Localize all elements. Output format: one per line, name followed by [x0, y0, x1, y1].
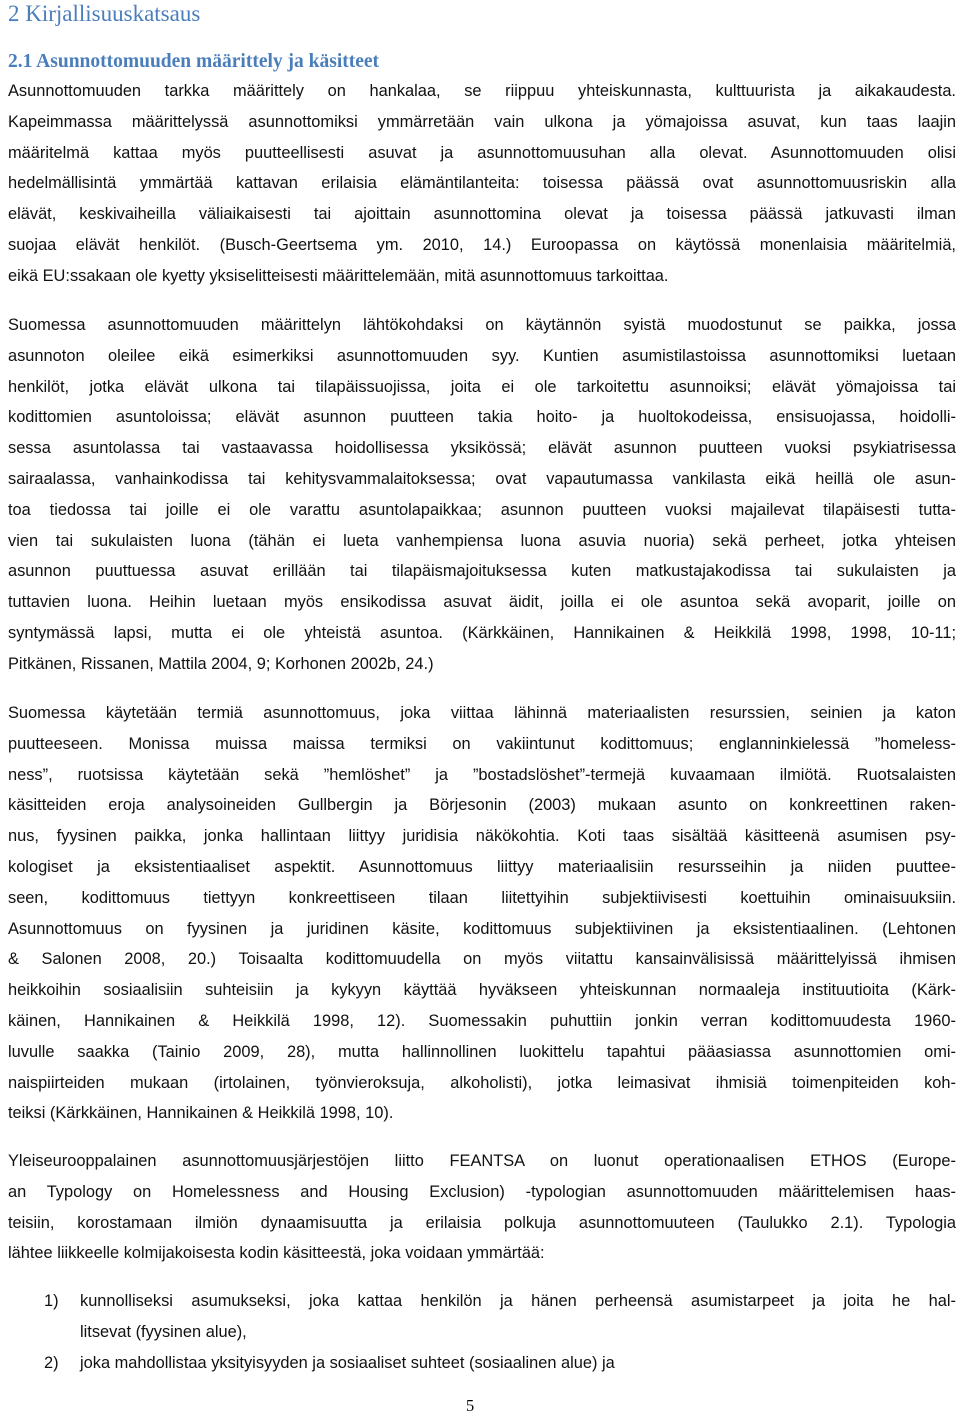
- chapter-heading: 2 Kirjallisuuskatsaus: [8, 1, 201, 26]
- text-line: teiksi (Kärkkäinen, Hannikainen & Heikkilä 1998, 10).: [8, 1104, 394, 1123]
- text-line: & Salonen 2008, 20.) Toisaalta kodittomuudella on myös viitattu kansainvälisissä määrittelyissä ihmisen: [8, 950, 956, 969]
- text-line: käsitteiden eroja analysoineiden Gullbergin ja Börjesonin (2003) mukaan asunto on konkreettinen raken-: [8, 796, 956, 815]
- text-line: an Typology on Homelessness and Housing Exclusion) -typologian asunnottomuuden määrittelemisen haas-: [8, 1182, 956, 1201]
- text-line: kologiset ja eksistentiaaliset aspektit. Asunnottomuus liittyy materiaalisiin resursseihin ja niiden puuttee-: [8, 857, 956, 876]
- list-item: [8, 1348, 956, 1379]
- text-line: Suomessa asunnottomuuden määrittelyn lähtökohdaksi on käytännön syistä muodostunut se paikka, jossa: [8, 316, 956, 334]
- text-line: hedelmällisintä ymmärtää kattavan erilaisia elämäntilanteita: toisessa päässä ovat asunnottomuusriskin alla: [8, 174, 956, 193]
- text-line: teisiin, korostamaan ilmiön dynaamisuutta ja erilaisia polkuja asunnottomuuteen (Taulukko 2.1). Typologia: [8, 1213, 956, 1232]
- list-item: [8, 1286, 956, 1348]
- text-line: Asunnottomuuden tarkka määrittely on hankalaa, se riippuu yhteiskunnasta, kulttuurista ja aikakaudesta.: [8, 82, 956, 100]
- text-line: kodittomien asuntoloissa; elävät asunnon puutteen takia hoito- ja huoltokodeissa, ensisuojassa, hoidolli-: [8, 408, 956, 427]
- section-heading: 2.1 Asunnottomuuden määrittely ja käsitteet: [8, 51, 380, 72]
- list-item-text: [80, 1348, 956, 1379]
- text-line: määritelmä kattaa myös puutteellisesti asuvat ja asunnottomuusuhan alla olevat. Asunnottomuuden olisi: [8, 143, 956, 162]
- paragraph-definition-overview: [8, 76, 956, 292]
- text-line: toa tiedossa tai joille ei ole varattu asuntolapaikkaa; asunnon puutteen vuoksi majailevat tilapäisesti tutta-: [8, 500, 956, 519]
- text-line: sairaalassa, vanhainkodissa tai kehitysvammalaitoksessa; ovat vapautumassa vankilasta eikä heillä ole asun-: [8, 469, 956, 488]
- text-line: seen, kodittomuus tiettyyn konkreettiseen tilaan liitettyihin subjektiivisesti koettuihin ominaisuuksiin.: [8, 888, 956, 907]
- text-line: Yleiseurooppalainen asunnottomuusjärjestöjen liitto FEANTSA on luonut operationaalisen ETHOS (Europe-: [8, 1152, 956, 1170]
- paragraph-finnish-definition: [8, 310, 956, 680]
- home-concept-list: [8, 1286, 956, 1378]
- text-line: lähtee liikkeelle kolmijakoisesta kodin käsitteestä, joka voidaan ymmärtää:: [8, 1244, 545, 1263]
- text-line: tuttavien luona. Heihin luetaan myös ensikodissa asuvat äidit, joilla ei ole asuntoa sekä avoparit, joille on: [8, 593, 956, 612]
- text-line: litsevat (fyysinen alue),: [80, 1322, 247, 1341]
- text-line: naispiirteiden mukaan (irtolainen, työnvieroksuja, alkoholisti), jotka leimasivat ihmisiä toimenpiteiden koh-: [8, 1073, 956, 1092]
- page-number: 5: [466, 1396, 475, 1415]
- text-line: Asunnottomuus on fyysinen ja juridinen käsite, kodittomuus subjektiivinen ja eksistentiaalinen. (Lehtonen: [8, 919, 956, 938]
- text-line: vien tai sukulaisten luona (tähän ei lueta vanhempiensa luona asuvia nuoria) sekä perheet, jotka yhteisen: [8, 531, 956, 550]
- text-line: suojaa elävät henkilöt. (Busch-Geertsema ym. 2010, 14.) Euroopassa on käytössä monenlaisia määritelmiä,: [8, 235, 956, 254]
- text-line: käinen, Hannikainen & Heikkilä 1998, 12). Suomessakin puhuttiin jonkin verran kodittomuudesta 1960-: [8, 1011, 956, 1030]
- text-line: luvulle saakka (Tainio 2009, 28), mutta hallinnollinen luokittelu tapahtui pääasiassa asunnottomien omi-: [8, 1042, 956, 1061]
- text-line: sessa asuntolassa tai vastaavassa hoidollisessa yksikössä; elävät asunnon puutteen vuoksi psykiatrisessa: [8, 439, 956, 458]
- text-line: henkilöt, jotka elävät ulkona tai tilapäissuojissa, joita ei ole tarkoitettu asunnoiksi; elävät yömajoissa tai: [8, 377, 956, 396]
- text-line: eikä EU:ssakaan ole kyetty yksiselitteisesti määrittelemään, mitä asunnottomuus tarkoittaa.: [8, 266, 669, 285]
- text-line: ness”, ruotsissa käytetään sekä ”hemlöshet” ja ”bostadslöshet”-termejä kuvaamaan ilmiötä. Ruotsalaisten: [8, 765, 956, 784]
- list-item-number: 1): [44, 1292, 59, 1310]
- text-line: elävät, keskivaiheilla väliaikaisesti tai ajoittain asunnottomina olevat ja toisessa päässä jatkuvasti ilman: [8, 205, 956, 224]
- paragraph-terminology: [8, 698, 956, 1129]
- paragraph-ethos-typology: [8, 1146, 956, 1269]
- text-line: puutteeseen. Monissa muissa maissa termiksi on vakiintunut kodittomuus; englanninkielessä ”homeless-: [8, 734, 956, 753]
- text-line: syntymässä lapsi, mutta ei ole yhteistä asuntoa. (Kärkkäinen, Hannikainen & Heikkilä 1998, 1998, 10-11;: [8, 623, 956, 642]
- text-line: heikkoihin sosiaalisiin suhteisiin ja kykyyn käyttää hyväkseen yhteiskunnan normaaleja instituutioita (Kärk-: [8, 981, 956, 1000]
- text-line: Pitkänen, Rissanen, Mattila 2004, 9; Korhonen 2002b, 24.): [8, 654, 434, 673]
- text-line: nus, fyysinen paikka, jonka hallintaan liittyy juridisia näkökohtia. Koti taas sisältää käsitteenä asumisen psy-: [8, 827, 956, 846]
- list-item-number: 2): [44, 1353, 59, 1372]
- list-item-text: [80, 1286, 956, 1348]
- text-line: Kapeimmassa määrittelyssä asunnottomiksi ymmärretään vain ulkona ja yömajoissa asuvat, kun taas laajin: [8, 112, 956, 131]
- text-line: joka mahdollistaa yksityisyyden ja sosiaaliset suhteet (sosiaalinen alue) ja: [80, 1353, 615, 1372]
- text-line: kunnolliseksi asumukseksi, joka kattaa henkilön ja hänen perheensä asumistarpeet ja joita he hal-: [80, 1292, 956, 1310]
- text-line: asunnon puuttuessa asuvat erillään tai tilapäismajoituksessa kuten matkustajakodissa tai sukulaisten ja: [8, 562, 956, 581]
- text-line: asunnoton oleilee eikä esimerkiksi asunnottomuuden syy. Kuntien asumistilastoissa asunnottomiksi luetaan: [8, 346, 956, 365]
- text-line: Suomessa käytetään termiä asunnottomuus, joka viittaa lähinnä materiaalisten resurssien, seinien ja katon: [8, 704, 956, 722]
